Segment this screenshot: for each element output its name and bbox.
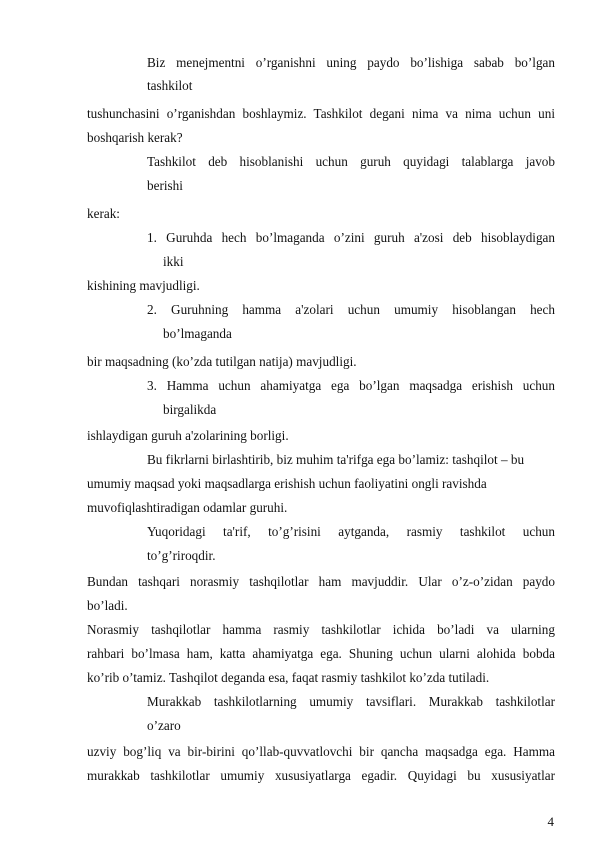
text-line: birgalikda (163, 402, 217, 417)
text-line: bir maqsadning (ko’zda tutilgan natija) mavjudligi. (87, 354, 357, 369)
page-number: 4 (547, 814, 554, 829)
text-line: murakkab tashkilotlar umumiy xususiyatlarga egadir. Quyidagi bu xususiyatlar (87, 768, 555, 783)
text-line: tushunchasini o’rganishdan boshlaymiz. Tashkilot degani nima va nima uchun uni (87, 106, 555, 121)
text-line: to’g’riroqdir. (147, 548, 216, 563)
text-line: Yuqoridagi ta'rif, to’g’risini aytganda, rasmiy tashkilot uchun (147, 524, 555, 539)
text-line: umumiy maqsad yoki maqsadlarga erishish uchun faoliyatini ongli ravishda (87, 476, 487, 491)
text-line: kerak: (87, 206, 120, 221)
text-line: rahbari bo’lmasa ham, katta ahamiyatga ega. Shuning uchun ularni alohida bobda (87, 646, 555, 661)
text-line: ko’rib o’tamiz. Tashqilot deganda esa, faqat rasmiy tashkilot ko’zda tutiladi. (87, 670, 490, 685)
text-line: Tashkilot deb hisoblanishi uchun guruh quyidagi talablarga javob (147, 154, 555, 169)
text-line: tashkilot (147, 78, 193, 93)
list-item: 1. Guruhda hech bo’lmaganda o’zini guruh a'zosi deb hisoblaydigan (147, 230, 555, 245)
text-line: ikki (163, 254, 184, 269)
text-line: berishi (147, 178, 183, 193)
text-line: ishlaydigan guruh a'zolarining borligi. (87, 428, 289, 443)
text-line: kishining mavjudligi. (87, 278, 200, 293)
list-item: 3. Hamma uchun ahamiyatga ega bo’lgan maqsadga erishish uchun (147, 378, 555, 393)
text-line: Bu fikrlarni birlashtirib, biz muhim ta'rifga ega bo’lamiz: tashqilot – bu (147, 452, 525, 467)
text-line: Biz menejmentni o’rganishni uning paydo bo’lishiga sabab bo’lgan (147, 55, 555, 70)
text-line: Murakkab tashkilotlarning umumiy tavsiflari. Murakkab tashkilotlar (147, 694, 555, 709)
text-line: bo’lmaganda (163, 326, 232, 341)
text-line: boshqarish kerak? (87, 130, 183, 145)
text-line: bo’ladi. (87, 598, 128, 613)
text-line: Norasmiy tashqilotlar hamma rasmiy tashkilotlar ichida bo’ladi va ularning (87, 622, 555, 637)
text-line: muvofiqlashtiradigan odamlar guruhi. (87, 500, 288, 515)
text-line: Bundan tashqari norasmiy tashqilotlar ham mavjuddir. Ular o’z-o’zidan paydo (87, 574, 555, 589)
text-line: o’zaro (147, 718, 181, 733)
list-item: 2. Guruhning hamma a'zolari uchun umumiy hisoblangan hech (147, 302, 555, 317)
text-line: uzviy bog’liq va bir-birini qo’llab-quvvatlovchi bir qancha maqsadga ega. Hamma (87, 744, 555, 759)
